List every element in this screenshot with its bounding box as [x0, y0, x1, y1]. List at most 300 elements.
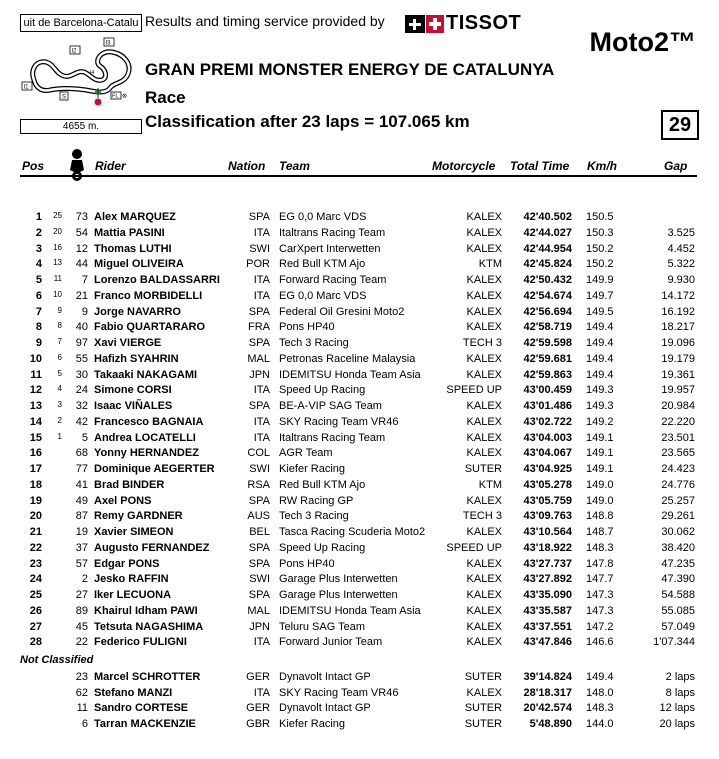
- cell-time: 42'44.954: [523, 242, 572, 255]
- cell-moto: KALEX: [466, 686, 502, 699]
- cell-moto: SUTER: [464, 671, 502, 683]
- cell-num: 32: [75, 400, 88, 412]
- cell-moto: KALEX: [466, 573, 502, 586]
- cell-team: Kiefer Racing: [279, 717, 346, 730]
- cell-num: 73: [75, 211, 88, 223]
- finish-marker-icon: [95, 99, 102, 106]
- cell-pos: 22: [29, 541, 42, 554]
- cell-moto: KALEX: [466, 447, 502, 460]
- cell-gap: 57.049: [661, 620, 695, 633]
- cell-moto: KALEX: [466, 526, 502, 538]
- cell-kmh: 150.5: [586, 211, 614, 223]
- cell-pos: 19: [29, 494, 42, 507]
- table-row: [0, 635, 719, 650]
- cell-team: BE-A-VIP SAG Team: [279, 400, 382, 412]
- cell-rider: Franco MORBIDELLI: [94, 289, 203, 302]
- cell-kmh: 148.0: [586, 686, 614, 699]
- cell-team: EG 0,0 Marc VDS: [279, 289, 367, 302]
- cell-nat: RSA: [247, 478, 270, 491]
- cell-moto: KALEX: [466, 636, 502, 649]
- cell-time: 43'05.278: [523, 478, 572, 491]
- table-row: [0, 415, 719, 430]
- cell-gap: 24.423: [661, 463, 695, 475]
- cell-num: 77: [75, 463, 88, 475]
- cell-num: 68: [75, 447, 88, 460]
- cell-gap: 18.217: [661, 321, 695, 334]
- cell-moto: KALEX: [466, 242, 502, 255]
- cell-gap: 55.085: [661, 604, 695, 617]
- event-title: GRAN PREMI MONSTER ENERGY DE CATALUNYA: [145, 60, 555, 79]
- table-row: [0, 289, 719, 304]
- cell-nat: COL: [247, 447, 270, 460]
- table-row: [0, 557, 719, 572]
- cell-pos: 24: [29, 573, 42, 586]
- cell-rider: Tarran MACKENZIE: [94, 717, 196, 730]
- cell-time: 42'50.432: [523, 274, 572, 286]
- circuit-map-icon: [20, 30, 140, 118]
- cell-rider: Hafizh SYAHRIN: [94, 352, 179, 365]
- cell-team: Dynavolt Intact GP: [279, 702, 371, 714]
- cell-time: 43'27.892: [523, 573, 572, 586]
- cell-kmh: 148.7: [586, 526, 614, 538]
- cell-kmh: 149.4: [586, 368, 614, 381]
- cell-rider: Marcel SCHROTTER: [94, 671, 201, 683]
- cell-grid: 10: [53, 289, 62, 299]
- cell-num: 6: [81, 717, 88, 730]
- table-row: [0, 670, 719, 685]
- table-row: [0, 686, 719, 701]
- cell-pos: 9: [35, 337, 42, 349]
- cell-nat: GER: [246, 702, 270, 714]
- circuit-name: uit de Barcelona-Catalu: [20, 14, 142, 32]
- cell-time: 42'44.027: [523, 226, 572, 239]
- cell-num: 40: [75, 321, 88, 334]
- cell-team: Red Bull KTM Ajo: [279, 258, 366, 271]
- table-row: [0, 462, 719, 477]
- cell-kmh: 147.3: [586, 589, 614, 601]
- category-title: Moto2™: [589, 27, 696, 57]
- map-label-fl: FL: [112, 93, 119, 100]
- cell-time: 43'37.551: [523, 620, 572, 633]
- cell-gap: 4.452: [667, 242, 695, 255]
- cell-rider: Takaaki NAKAGAMI: [94, 368, 198, 381]
- col-header-kmh: Km/h: [587, 159, 617, 173]
- cell-team: AGR Team: [279, 447, 333, 460]
- cell-time: 28'18.317: [523, 686, 572, 699]
- cell-pos: 2: [35, 226, 42, 239]
- cell-kmh: 149.4: [586, 671, 614, 683]
- cell-nat: POR: [246, 258, 270, 271]
- cell-pos: 17: [29, 463, 42, 475]
- cell-rider: Axel PONS: [94, 494, 152, 507]
- cell-team: Speed Up Racing: [279, 384, 366, 397]
- header-divider: [20, 175, 697, 177]
- circuit-length: 4655 m.: [20, 119, 142, 134]
- cell-kmh: 149.7: [586, 289, 614, 302]
- cell-team: Speed Up Racing: [279, 541, 366, 554]
- cell-kmh: 148.3: [586, 702, 614, 714]
- map-label-i2: I2: [71, 48, 77, 55]
- cell-nat: ITA: [253, 636, 270, 649]
- cell-team: Forward Racing Team: [279, 274, 387, 286]
- table-row: [0, 320, 719, 335]
- cell-gap: 29.261: [661, 510, 695, 523]
- cell-moto: SPEED UP: [446, 541, 502, 554]
- cell-nat: SWI: [249, 463, 270, 475]
- cell-num: 12: [75, 242, 88, 255]
- cell-time: 43'02.722: [523, 415, 572, 428]
- cell-rider: Francesco BAGNAIA: [94, 415, 204, 428]
- cell-pos: 16: [29, 447, 42, 460]
- cell-grid: 6: [57, 352, 62, 362]
- cell-moto: KALEX: [466, 321, 502, 334]
- table-row: [0, 541, 719, 556]
- cell-moto: KALEX: [466, 226, 502, 239]
- cell-kmh: 149.4: [586, 337, 614, 349]
- cell-team: Dynavolt Intact GP: [279, 671, 371, 683]
- cell-num: 97: [75, 337, 88, 349]
- cell-nat: SPA: [248, 589, 270, 601]
- cell-nat: SPA: [248, 400, 270, 412]
- cell-num: 55: [75, 352, 88, 365]
- cell-gap: 23.501: [661, 431, 695, 444]
- cell-moto: KTM: [478, 478, 502, 491]
- cell-nat: ITA: [253, 431, 270, 444]
- cell-kmh: 150.2: [586, 242, 614, 255]
- cell-num: 62: [75, 686, 88, 699]
- classification-title: Classification after 23 laps = 107.065 km: [145, 112, 470, 131]
- cell-num: 7: [81, 274, 88, 286]
- table-row: [0, 494, 719, 509]
- cell-rider: Stefano MANZI: [94, 686, 173, 699]
- cell-time: 42'40.502: [523, 211, 572, 223]
- cell-moto: KALEX: [466, 289, 502, 302]
- cell-time: 43'47.846: [523, 636, 572, 649]
- cell-moto: KALEX: [466, 400, 502, 412]
- cell-grid: 7: [57, 337, 62, 346]
- cell-rider: Miguel OLIVEIRA: [94, 258, 184, 271]
- cell-num: 57: [75, 557, 88, 570]
- cell-kmh: 149.1: [586, 431, 614, 444]
- cell-moto: KALEX: [466, 620, 502, 633]
- cell-nat: GBR: [246, 717, 270, 730]
- cell-nat: GER: [246, 671, 270, 683]
- cell-rider: Thomas LUTHI: [94, 242, 172, 255]
- cell-time: 5'48.890: [529, 717, 572, 730]
- cell-num: 5: [81, 431, 88, 444]
- cell-time: 43'35.090: [523, 589, 572, 601]
- cell-nat: SPA: [248, 211, 270, 223]
- cell-gap: 19.096: [661, 337, 695, 349]
- cell-pos: 27: [29, 620, 42, 633]
- table-row: [0, 525, 719, 540]
- cell-num: 11: [76, 702, 88, 714]
- col-header-rider: Rider: [95, 159, 126, 173]
- tissot-logo: [405, 12, 521, 32]
- col-header-total-time: Total Time: [510, 159, 570, 173]
- cell-grid: 8: [57, 321, 62, 331]
- cell-team: Kiefer Racing: [279, 463, 346, 475]
- cell-kmh: 149.4: [586, 321, 614, 334]
- page-number: 29: [661, 110, 699, 140]
- cell-nat: ITA: [253, 226, 270, 239]
- cell-kmh: 150.3: [586, 226, 614, 239]
- cell-num: 89: [75, 604, 88, 617]
- cell-rider: Jesko RAFFIN: [94, 573, 169, 586]
- cell-pos: 7: [35, 305, 42, 318]
- cell-moto: KALEX: [466, 305, 502, 318]
- cell-pos: 26: [29, 604, 42, 617]
- cell-pos: 3: [35, 242, 42, 255]
- cell-team: RW Racing GP: [279, 494, 354, 507]
- cell-time: 43'04.925: [523, 463, 572, 475]
- cell-grid: 4: [57, 384, 62, 394]
- table-row: [0, 226, 719, 241]
- table-row: [0, 336, 719, 351]
- cell-team: CarXpert Interwetten: [279, 242, 381, 255]
- cell-moto: SUTER: [464, 463, 502, 475]
- cell-nat: SWI: [249, 573, 270, 586]
- cell-gap: 20 laps: [659, 717, 695, 730]
- cell-num: 27: [75, 589, 88, 601]
- cell-gap: 54.588: [661, 589, 695, 601]
- cell-num: 45: [75, 620, 88, 633]
- cell-rider: Remy GARDNER: [94, 510, 183, 523]
- cell-nat: SPA: [248, 557, 270, 570]
- cell-pos: 20: [29, 510, 42, 523]
- cell-time: 43'04.003: [523, 431, 572, 444]
- map-label-x: ⊗: [122, 93, 128, 100]
- cell-time: 42'56.694: [523, 305, 572, 318]
- cell-team: SKY Racing Team VR46: [279, 686, 399, 699]
- table-row: [0, 620, 719, 635]
- cell-nat: MAL: [247, 604, 270, 617]
- cell-rider: Yonny HERNANDEZ: [94, 447, 199, 460]
- cell-team: Petronas Raceline Malaysia: [279, 352, 416, 365]
- cell-kmh: 149.4: [586, 352, 614, 365]
- cell-team: Pons HP40: [279, 557, 335, 570]
- cell-kmh: 147.2: [586, 620, 614, 633]
- table-row: [0, 383, 719, 398]
- cell-time: 43'10.564: [523, 526, 572, 538]
- cell-num: 42: [75, 415, 88, 428]
- cell-num: 30: [75, 368, 88, 381]
- cell-num: 22: [75, 636, 88, 649]
- cell-moto: SUTER: [464, 717, 502, 730]
- cell-gap: 22.220: [661, 415, 695, 428]
- cell-kmh: 149.1: [586, 463, 614, 475]
- cell-moto: KALEX: [466, 368, 502, 381]
- cell-kmh: 148.3: [586, 541, 614, 554]
- cell-team: Tech 3 Racing: [279, 510, 349, 523]
- cell-gap: 3.525: [667, 226, 695, 239]
- cell-gap: 23.565: [661, 447, 695, 460]
- cell-rider: Iker LECUONA: [94, 589, 172, 601]
- cell-nat: SWI: [249, 242, 270, 255]
- cell-time: 42'54.674: [523, 289, 572, 302]
- cell-team: Garage Plus Interwetten: [279, 573, 398, 586]
- cell-rider: Tetsuta NAGASHIMA: [94, 620, 204, 633]
- cell-rider: Edgar PONS: [94, 557, 160, 570]
- cell-rider: Lorenzo BALDASSARRI: [94, 274, 220, 286]
- cell-nat: SPA: [248, 337, 270, 349]
- cell-gap: 12 laps: [659, 702, 695, 714]
- cell-time: 43'05.759: [523, 494, 572, 507]
- cell-moto: KALEX: [466, 494, 502, 507]
- cell-grid: 25: [53, 211, 62, 220]
- table-row: [0, 588, 719, 603]
- cell-gap: 19.361: [661, 368, 695, 381]
- cell-num: 23: [75, 671, 88, 683]
- map-label-s: S: [62, 94, 67, 101]
- cell-gap: 19.957: [661, 384, 695, 397]
- cell-nat: ITA: [253, 274, 270, 286]
- cell-moto: SPEED UP: [446, 384, 502, 397]
- table-row: [0, 572, 719, 587]
- cell-team: IDEMITSU Honda Team Asia: [279, 368, 421, 381]
- cell-team: Pons HP40: [279, 321, 335, 334]
- cell-rider: Jorge NAVARRO: [94, 305, 181, 318]
- cell-team: Italtrans Racing Team: [279, 431, 386, 444]
- cell-team: Forward Junior Team: [279, 636, 383, 649]
- cell-moto: KALEX: [466, 352, 502, 365]
- table-row: [0, 352, 719, 367]
- timing-provider-text: Results and timing service provided by: [145, 13, 385, 29]
- cell-moto: SUTER: [464, 702, 502, 714]
- table-row: [0, 446, 719, 461]
- col-header-motorcycle: Motorcycle: [432, 159, 496, 173]
- cell-rider: Brad BINDER: [94, 478, 165, 491]
- cell-kmh: 149.9: [586, 274, 614, 286]
- cell-time: 43'35.587: [523, 604, 572, 617]
- cell-pos: 5: [35, 274, 42, 286]
- cell-moto: KALEX: [466, 431, 502, 444]
- cell-team: Red Bull KTM Ajo: [279, 478, 366, 491]
- cell-kmh: 149.1: [586, 447, 614, 460]
- cell-kmh: 149.5: [586, 305, 614, 318]
- cell-rider: Fabio QUARTARARO: [94, 321, 206, 334]
- cell-nat: AUS: [247, 510, 270, 523]
- table-row: [0, 509, 719, 524]
- cell-nat: FRA: [248, 321, 270, 334]
- cell-team: SKY Racing Team VR46: [279, 415, 399, 428]
- map-label-i4: I4: [90, 70, 95, 76]
- table-row: [0, 242, 719, 257]
- cell-nat: JPN: [249, 620, 270, 633]
- cell-kmh: 149.3: [586, 384, 614, 397]
- cell-num: 24: [75, 384, 88, 397]
- cell-team: Tasca Racing Scuderia Moto2: [279, 526, 426, 538]
- cell-num: 9: [81, 305, 88, 318]
- cell-kmh: 149.2: [586, 415, 614, 428]
- cell-rider: Federico FULIGNI: [94, 636, 187, 649]
- col-header-pos: Pos: [22, 159, 45, 173]
- table-row: [0, 273, 719, 288]
- cell-gap: 25.257: [661, 494, 695, 507]
- cell-nat: ITA: [253, 384, 270, 397]
- cell-team: Federal Oil Gresini Moto2: [279, 305, 405, 318]
- cell-pos: 14: [29, 415, 42, 428]
- cell-num: 2: [81, 573, 88, 586]
- cell-moto: TECH 3: [462, 510, 502, 523]
- cell-num: 49: [75, 494, 88, 507]
- cell-gap: 38.420: [661, 541, 695, 554]
- table-row: [0, 368, 719, 383]
- cell-rider: Sandro CORTESE: [94, 702, 189, 714]
- cell-pos: 4: [35, 258, 42, 271]
- table-row: [0, 305, 719, 320]
- cell-rider: Simone CORSI: [94, 384, 172, 397]
- circuit-map: [20, 30, 140, 118]
- cell-nat: SPA: [248, 305, 270, 318]
- cell-time: 42'45.824: [523, 258, 572, 271]
- cell-gap: 47.235: [661, 557, 695, 570]
- cell-pos: 11: [30, 368, 42, 381]
- cell-team: Teluru SAG Team: [279, 620, 366, 633]
- cell-nat: BEL: [249, 526, 270, 538]
- cell-gap: 24.776: [661, 478, 695, 491]
- cell-rider: Augusto FERNANDEZ: [94, 541, 210, 554]
- col-header-nation: Nation: [228, 159, 266, 173]
- cell-moto: KALEX: [466, 415, 502, 428]
- cell-num: 37: [75, 541, 88, 554]
- cell-pos: 1: [35, 211, 42, 223]
- cell-rider: Mattia PASINI: [94, 226, 165, 239]
- cell-time: 39'14.824: [523, 671, 572, 683]
- table-row: [0, 210, 719, 225]
- cell-kmh: 149.0: [586, 478, 614, 491]
- table-row: [0, 431, 719, 446]
- cell-pos: 21: [29, 526, 42, 538]
- cell-kmh: 149.0: [586, 494, 614, 507]
- table-row: [0, 399, 719, 414]
- cell-gap: 19.179: [661, 352, 695, 365]
- cell-pos: 15: [29, 431, 42, 444]
- cell-kmh: 147.8: [586, 557, 614, 570]
- cell-gap: 14.172: [661, 289, 695, 302]
- cell-pos: 18: [29, 478, 42, 491]
- col-header-gap: Gap: [664, 159, 688, 173]
- cell-rider: Alex MARQUEZ: [94, 211, 176, 223]
- cell-grid: 9: [57, 305, 62, 315]
- cell-kmh: 149.3: [586, 400, 614, 412]
- cell-pos: 25: [29, 589, 42, 601]
- cell-rider: Isaac VIÑALES: [94, 400, 173, 412]
- cell-moto: KALEX: [466, 211, 502, 223]
- cell-time: 43'09.763: [523, 510, 572, 523]
- cell-gap: 16.192: [661, 305, 695, 318]
- cell-kmh: 147.7: [586, 573, 614, 586]
- table-row: [0, 257, 719, 272]
- cell-team: Italtrans Racing Team: [279, 226, 386, 239]
- cell-moto: TECH 3: [462, 337, 502, 349]
- cell-pos: 8: [35, 321, 42, 334]
- cell-nat: ITA: [253, 289, 270, 302]
- map-label-i3: I3: [105, 40, 111, 47]
- cell-kmh: 147.3: [586, 604, 614, 617]
- logo-cross-black-icon: [405, 15, 425, 33]
- cell-kmh: 150.2: [586, 258, 614, 271]
- cell-gap: 47.390: [661, 573, 695, 586]
- table-row: [0, 604, 719, 619]
- cell-grid: 11: [53, 274, 62, 283]
- cell-grid: 16: [53, 242, 62, 252]
- cell-time: 43'27.737: [523, 557, 572, 570]
- cell-rider: Xavier SIMEON: [94, 526, 174, 538]
- logo-text: TISSOT: [446, 12, 522, 34]
- cell-time: 43'04.067: [523, 447, 572, 460]
- cell-grid: 3: [57, 400, 62, 409]
